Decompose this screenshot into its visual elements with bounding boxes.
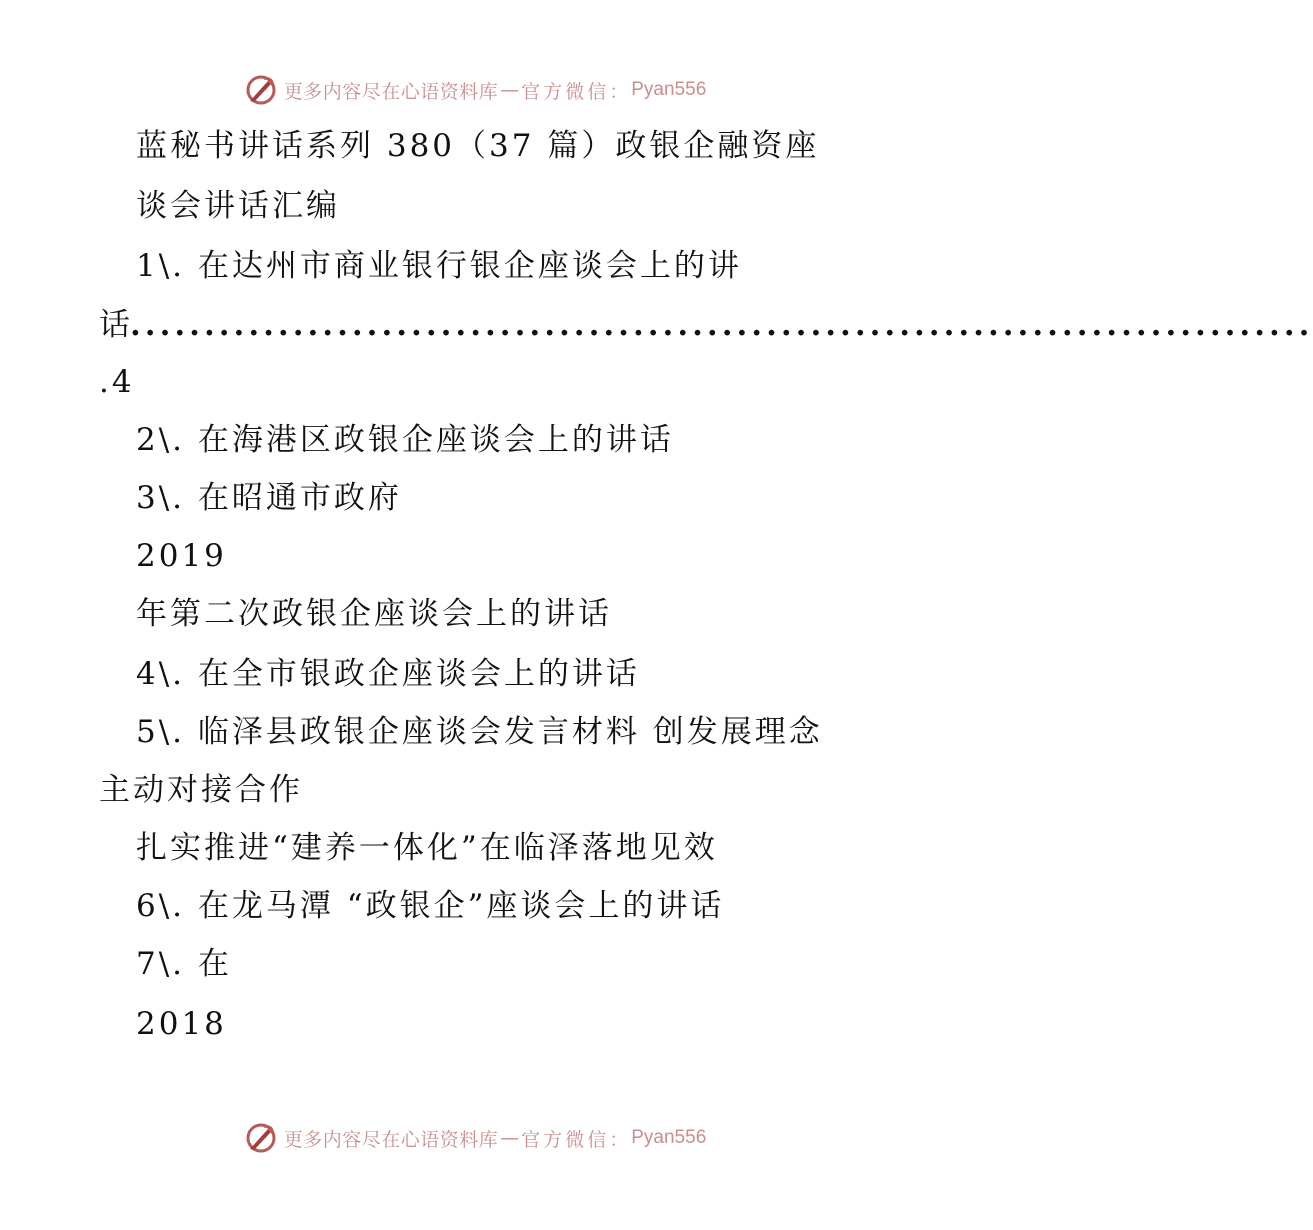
footer-watermark: [0, 1118, 950, 1158]
document-title-line2: 谈会讲话汇编: [136, 188, 340, 224]
watermark-text: 更多内容尽在心语资料库: [283, 80, 499, 103]
watermark-separator: —: [500, 79, 520, 101]
toc-item-3-line3: 年第二次政银企座谈会上的讲话: [136, 596, 612, 632]
toc-item-5-line2: 主动对接合作: [99, 772, 303, 808]
toc-item-5-line1: 5\. 临泽县政银企座谈会发言材料 创发展理念: [136, 714, 823, 750]
quill-badge-icon: [244, 1121, 278, 1155]
toc-leader-dots: ................................................................................: [130, 307, 1313, 343]
watermark-wechat-label: 官方微信：: [521, 1128, 632, 1151]
toc-item-7-line2: 2018: [136, 1006, 227, 1042]
header-watermark: [0, 70, 950, 110]
toc-item-1-page: .4: [99, 364, 135, 400]
toc-item-1-leader: [99, 305, 1313, 345]
watermark-wechat-id: Pyan556: [631, 1127, 707, 1148]
toc-item-6: 6\. 在龙马潭 “政银企”座谈会上的讲话: [136, 888, 725, 924]
quill-badge-icon: [244, 73, 278, 107]
watermark-text: 更多内容尽在心语资料库: [283, 1128, 499, 1151]
toc-item-3-line2: 2019: [136, 538, 227, 574]
toc-item-7-line1: 7\. 在: [136, 946, 232, 982]
toc-item-2: 2\. 在海港区政银企座谈会上的讲话: [136, 422, 674, 458]
toc-item-1-line1: 1\. 在达州市商业银行银企座谈会上的讲: [136, 248, 742, 284]
watermark-wechat-id: Pyan556: [631, 79, 707, 100]
toc-item-1-line2: 话: [99, 307, 130, 343]
watermark-separator: —: [500, 1127, 520, 1149]
watermark-wechat-label: 官方微信：: [521, 80, 632, 103]
toc-item-5-line3: 扎实推进“建养一体化”在临泽落地见效: [136, 830, 718, 866]
toc-item-3-line1: 3\. 在昭通市政府: [136, 480, 402, 516]
toc-item-4: 4\. 在全市银政企座谈会上的讲话: [136, 656, 640, 692]
document-title-line1: 蓝秘书讲话系列 380（37 篇）政银企融资座: [136, 128, 820, 164]
